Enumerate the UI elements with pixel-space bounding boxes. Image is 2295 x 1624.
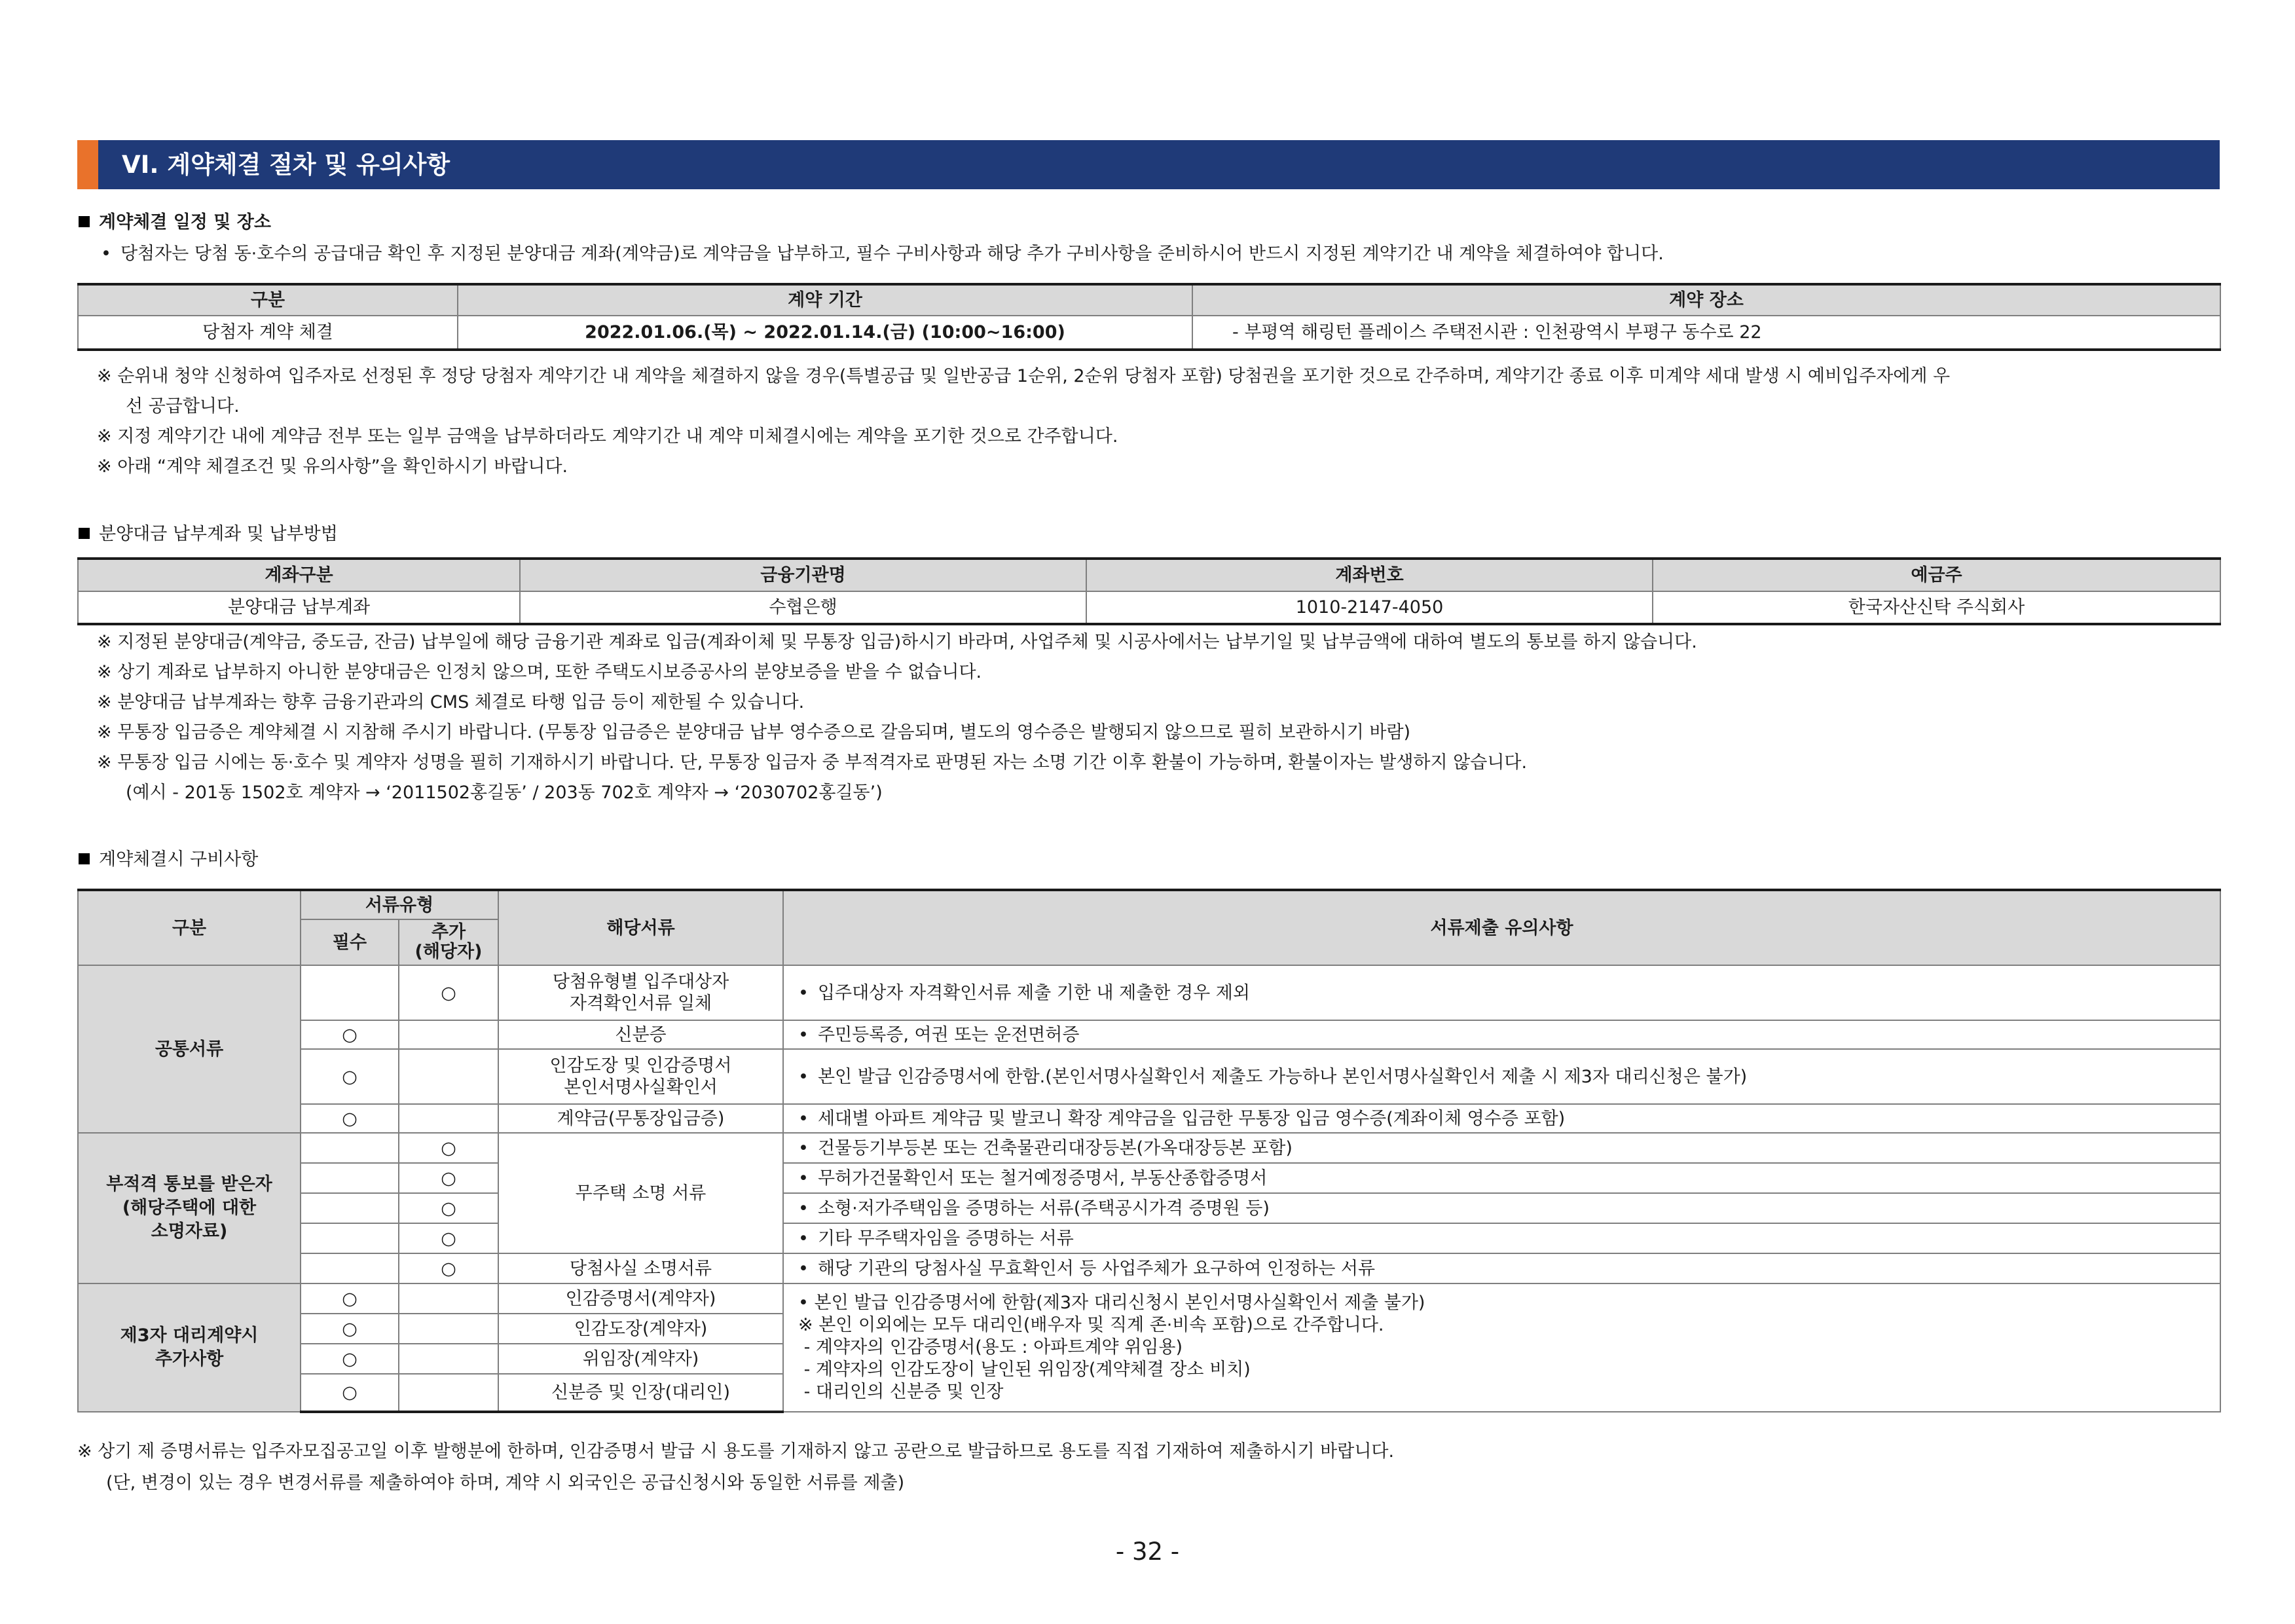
required-mark	[301, 1223, 399, 1253]
document-cell: 당첨유형별 입주대상자 자격확인서류 일체	[498, 965, 783, 1020]
required-mark: ○	[301, 1344, 399, 1374]
required-mark	[301, 1253, 399, 1283]
subsection-heading-text: 분양대금 납부계좌 및 납부방법	[99, 524, 338, 544]
additional-mark	[399, 1283, 498, 1314]
table-cell: 당첨자 계약 체결	[78, 316, 458, 350]
table-header: 서류제출 유의사항	[783, 890, 2220, 965]
account-holder-cell: 한국자산신탁 주식회사	[1653, 591, 2220, 624]
remark-line: - 대리인의 신분증 및 인장	[798, 1382, 1004, 1402]
table-header: 필수	[301, 919, 399, 965]
table-row	[78, 1104, 2220, 1133]
required-mark: ○	[301, 1020, 399, 1049]
additional-mark	[399, 1020, 498, 1049]
document-cell: 계약금(무통장입금증)	[498, 1104, 783, 1133]
page-number: - 32 -	[1115, 1538, 1180, 1566]
document-cell: 신분증	[498, 1020, 783, 1049]
table-header: 구분	[78, 890, 301, 965]
remark-cell: • 기타 무주택자임을 증명하는 서류	[783, 1223, 2220, 1253]
remark-cell: • 해당 기관의 당첨사실 무효확인서 등 사업주체가 요구하여 인정하는 서류	[783, 1253, 2220, 1283]
square-bullet-icon	[79, 216, 90, 227]
subsection-heading-account	[79, 523, 338, 546]
document-cell: 인감증명서(계약자)	[498, 1283, 783, 1314]
additional-mark	[399, 1104, 498, 1133]
document-cell: 당첨사실 소명서류	[498, 1253, 783, 1283]
required-mark	[301, 1193, 399, 1223]
remark-cell: • 주민등록증, 여권 또는 운전면허증	[783, 1020, 2220, 1049]
table-header: 계좌구분	[78, 559, 520, 591]
table-row	[78, 1163, 2220, 1193]
table-cell: 분양대금 납부계좌	[78, 591, 520, 624]
subsection-heading-text: 계약체결시 구비사항	[99, 849, 259, 870]
table-header: 구분	[78, 284, 458, 316]
subsection-heading-schedule	[79, 211, 271, 234]
square-bullet-icon	[79, 528, 90, 539]
note: ※ 순위내 청약 신청하여 입주자로 선정된 후 정당 당첨자 계약기간 내 계약을 체결하지 않을 경우(특별공급 및 일반공급 1순위, 2순위 당첨자 포함) 당첨권을 포기한 것으로 간주하며, 계약기간 종료 이후 미계약 세대 발생 시 예비입주자에게 우	[97, 366, 1951, 386]
additional-mark	[399, 1374, 498, 1412]
remark-line: - 계약자의 인감증명서(용도 : 아파트계약 위임용)	[798, 1337, 1183, 1357]
subsection-heading-text: 계약체결 일정 및 장소	[99, 212, 271, 232]
remark-cell: • 본인 발급 인감증명서에 한함.(본인서명사실확인서 제출도 가능하나 본인서명사실확인서 제출 시 제3자 대리신청은 불가)	[783, 1049, 2220, 1104]
table-header: 금융기관명	[520, 559, 1086, 591]
table-header: 계약 장소	[1192, 284, 2220, 316]
subsection-heading-documents	[79, 848, 258, 872]
additional-mark: ○	[399, 1193, 498, 1223]
note: ※ 무통장 입금 시에는 동·호수 및 계약자 성명을 필히 기재하시기 바랍니다. 단, 무통장 입금자 중 부적격자로 판명된 자는 소명 기간 이후 환불이 가능하며, 환불이자는 발생하지 않습니다.	[97, 752, 1528, 773]
note: ※ 아래 “계약 체결조건 및 유의사항”을 확인하시기 바랍니다.	[97, 456, 568, 477]
additional-mark: ○	[399, 1163, 498, 1193]
bank-name-cell: 수협은행	[520, 591, 1086, 624]
required-mark: ○	[301, 1049, 399, 1104]
table-header: 계좌번호	[1086, 559, 1653, 591]
contract-schedule-table	[77, 283, 2221, 351]
schedule-bullet-text: 당첨자는 당첨 동·호수의 공급대금 확인 후 지정된 분양대금 계좌(계약금)로 계약금을 납부하고, 필수 구비사항과 해당 추가 구비사항을 준비하시어 반드시 지정된 계약기간 내 계약을 체결하여야 합니다.	[120, 244, 1664, 264]
additional-mark: ○	[399, 1133, 498, 1163]
section-accent-bar	[77, 140, 98, 189]
table-header: 예금주	[1653, 559, 2220, 591]
footnote: ※ 상기 제 증명서류는 입주자모집공고일 이후 발행분에 한하며, 인감증명서 발급 시 용도를 기재하지 않고 공란으로 발급하므로 용도를 직접 기재하여 제출하시기 바랍니다.	[77, 1441, 1395, 1462]
note: 선 공급합니다.	[126, 396, 240, 416]
required-mark	[301, 965, 399, 1020]
contract-period-cell: 2022.01.06.(목) ~ 2022.01.14.(금) (10:00~16:00)	[458, 316, 1192, 350]
remark-cell: • 세대별 아파트 계약금 및 발코니 확장 계약금을 입금한 무통장 입금 영수증(계좌이체 영수증 포함)	[783, 1104, 2220, 1133]
remark-line: ※ 본인 이외에는 모두 대리인(배우자 및 직계 존·비속 포함)으로 간주합니다.	[798, 1315, 1384, 1335]
document-cell: 인감도장 및 인감증명서 본인서명사실확인서	[498, 1049, 783, 1104]
additional-mark: ○	[399, 1223, 498, 1253]
required-mark	[301, 1163, 399, 1193]
table-header: 추가 (해당자)	[399, 919, 498, 965]
table-row	[78, 1133, 2220, 1163]
group-cell: 제3자 대리계약시 추가사항	[78, 1283, 301, 1412]
table-row	[78, 1020, 2220, 1049]
group-cell: 부적격 통보를 받은자 (해당주택에 대한 소명자료)	[78, 1133, 301, 1283]
remark-cell: • 입주대상자 자격확인서류 제출 기한 내 제출한 경우 제외	[783, 965, 2220, 1020]
required-mark: ○	[301, 1314, 399, 1344]
required-mark: ○	[301, 1283, 399, 1314]
square-bullet-icon	[79, 853, 90, 864]
table-header: 서류유형	[301, 890, 498, 919]
remark-line: • 본인 발급 인감증명서에 한함(제3자 대리신청시 본인서명사실확인서 제출 불가)	[798, 1293, 1425, 1313]
remark-cell: • 소형·저가주택임을 증명하는 서류(주택공시가격 증명원 등)	[783, 1193, 2220, 1223]
contract-place-cell: - 부평역 해링턴 플레이스 주택전시관 : 인천광역시 부평구 동수로 22	[1192, 316, 2220, 350]
table-header: 해당서류	[498, 890, 783, 965]
account-number-cell: 1010-2147-4050	[1086, 591, 1653, 624]
group-cell: 공통서류	[78, 965, 301, 1133]
footnote: (단, 변경이 있는 경우 변경서류를 제출하여야 하며, 계약 시 외국인은 공급신청시와 동일한 서류를 제출)	[106, 1473, 905, 1493]
section-header	[77, 140, 2220, 189]
remark-cell: • 무허가건물확인서 또는 철거예정증명서, 부동산종합증명서	[783, 1163, 2220, 1193]
additional-mark: ○	[399, 1253, 498, 1283]
table-row	[78, 965, 2220, 1020]
table-row	[78, 1049, 2220, 1104]
document-cell: 인감도장(계약자)	[498, 1314, 783, 1344]
required-mark: ○	[301, 1374, 399, 1412]
note: ※ 지정 계약기간 내에 계약금 전부 또는 일부 금액을 납부하더라도 계약기간 내 계약 미체결시에는 계약을 포기한 것으로 간주합니다.	[97, 426, 1118, 447]
document-cell: 위임장(계약자)	[498, 1344, 783, 1374]
third-party-remark-cell	[783, 1283, 2220, 1412]
table-row	[78, 1193, 2220, 1223]
additional-mark: ○	[399, 965, 498, 1020]
table-row	[78, 1223, 2220, 1253]
note-example: (예시 - 201동 1502호 계약자 → ‘2011502홍길동’ / 203동 702호 계약자 → ‘2030702홍길동’)	[126, 783, 883, 803]
remark-line: - 계약자의 인감도장이 날인된 위임장(계약체결 장소 비치)	[798, 1359, 1251, 1380]
document-cell: 신분증 및 인장(대리인)	[498, 1374, 783, 1412]
additional-mark	[399, 1049, 498, 1104]
note: ※ 지정된 분양대금(계약금, 중도금, 잔금) 납부일에 해당 금융기관 계좌로 입금(계좌이체 및 무통장 입금)하시기 바라며, 사업주체 및 시공사에서는 납부기일 및 납부금액에 대하여 별도의 통보를 하지 않습니다.	[97, 632, 1697, 652]
document-cell: 무주택 소명 서류	[498, 1133, 783, 1253]
table-row	[78, 1253, 2220, 1283]
required-mark: ○	[301, 1104, 399, 1133]
additional-mark	[399, 1314, 498, 1344]
additional-mark	[399, 1344, 498, 1374]
remark-cell: • 건물등기부등본 또는 건축물관리대장등본(가옥대장등본 포함)	[783, 1133, 2220, 1163]
payment-account-table	[77, 557, 2221, 625]
required-mark	[301, 1133, 399, 1163]
table-header: 계약 기간	[458, 284, 1192, 316]
schedule-bullet	[101, 242, 1664, 266]
table-row	[78, 1283, 2220, 1314]
note: ※ 분양대금 납부계좌는 향후 금융기관과의 CMS 체결로 타행 입금 등이 제한될 수 있습니다.	[97, 692, 805, 712]
section-title: VI. 계약체결 절차 및 유의사항	[122, 151, 450, 179]
required-documents-table	[77, 889, 2221, 1413]
note: ※ 상기 계좌로 납부하지 아니한 분양대금은 인정치 않으며, 또한 주택도시보증공사의 분양보증을 받을 수 없습니다.	[97, 662, 982, 682]
note: ※ 무통장 입금증은 계약체결 시 지참해 주시기 바랍니다. (무통장 입금증은 분양대금 납부 영수증으로 갈음되며, 별도의 영수증은 발행되지 않으므로 필히 보관하시기 바람)	[97, 722, 1411, 743]
